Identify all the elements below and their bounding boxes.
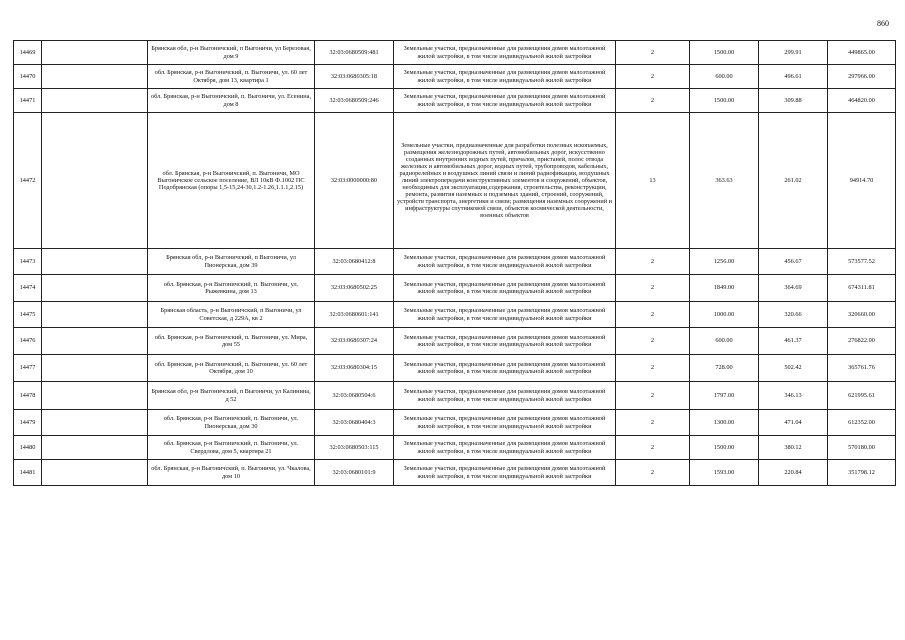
land-use-cell: Земельные участки, предназначенные для размещения домов малоэтажной жилой застройки, в том числе индивидуальной жилой застройки	[394, 275, 616, 302]
area-cell: 728.00	[690, 355, 759, 382]
empty-cell	[42, 382, 148, 410]
cadastral-number-cell: 32:03:0680412:8	[315, 249, 394, 275]
cadastral-value-cell: 612352.00	[828, 410, 896, 436]
specific-value-cell: 496.61	[759, 65, 828, 89]
cadastral-number-cell: 32:03:0680509:246	[315, 89, 394, 113]
row-number-cell: 14470	[14, 65, 42, 89]
cadastral-number-cell: 32:03:0000000:80	[315, 113, 394, 249]
address-cell: обл. Брянская, р-н Выгоничский, п. Выгоничи, ул. 60 лет Октября, дом 13, квартира 1	[148, 65, 315, 89]
row-number-cell: 14481	[14, 460, 42, 486]
area-cell: 600.00	[690, 65, 759, 89]
specific-value-cell: 471.04	[759, 410, 828, 436]
land-use-cell: Земельные участки, предназначенные для размещения домов малоэтажной жилой застройки, в том числе индивидуальной жилой застройки	[394, 410, 616, 436]
cadastral-number-cell: 32:03:0680503:115	[315, 436, 394, 460]
table-row	[14, 355, 896, 382]
address-cell: обл. Брянская, р-н Выгоничский, п. Выгоничи, ул. Свердлова, дом 5, квартира 21	[148, 436, 315, 460]
area-cell: 600.00	[690, 328, 759, 355]
empty-cell	[42, 65, 148, 89]
specific-value-cell: 220.84	[759, 460, 828, 486]
land-use-cell: Земельные участки, предназначенные для размещения домов малоэтажной жилой застройки, в том числе индивидуальной жилой застройки	[394, 65, 616, 89]
area-cell: 1500.00	[690, 436, 759, 460]
cadastral-number-cell: 32:03:0680101:9	[315, 460, 394, 486]
specific-value-cell: 346.13	[759, 382, 828, 410]
empty-cell	[42, 89, 148, 113]
cadastral-value-cell: 365761.76	[828, 355, 896, 382]
table-row	[14, 460, 896, 486]
table-row	[14, 89, 896, 113]
cadastral-value-cell: 464820.00	[828, 89, 896, 113]
land-use-cell: Земельные участки, предназначенные для размещения домов малоэтажной жилой застройки, в том числе индивидуальной жилой застройки	[394, 41, 616, 65]
address-cell: обл. Брянская, р-н Выгоничский, п. Выгоничи, ул. Чкалова, дом 10	[148, 460, 315, 486]
area-cell: 1797.00	[690, 382, 759, 410]
cadastral-value-cell: 276822.00	[828, 328, 896, 355]
specific-value-cell: 309.88	[759, 89, 828, 113]
cadastral-number-cell: 32:03:0680304:15	[315, 355, 394, 382]
address-cell: обл. Брянская, р-н Выгоничский, п. Выгоничи, ул. Мира, дом 55	[148, 328, 315, 355]
cadastral-value-cell: 320660.00	[828, 302, 896, 328]
land-use-cell: Земельные участки, предназначенные для размещения домов малоэтажной жилой застройки, в том числе индивидуальной жилой застройки	[394, 355, 616, 382]
specific-value-cell: 380.12	[759, 436, 828, 460]
land-use-cell: Земельные участки, предназначенные для размещения домов малоэтажной жилой застройки, в том числе индивидуальной жилой застройки	[394, 249, 616, 275]
row-number-cell: 14477	[14, 355, 42, 382]
area-cell: 1256.00	[690, 249, 759, 275]
address-cell: обл. Брянская, р-н Выгоничский, п. Выгоничи, ул. Рыжевкина, дом 13	[148, 275, 315, 302]
group-cell: 2	[616, 41, 690, 65]
area-cell: 1300.00	[690, 410, 759, 436]
table-row	[14, 249, 896, 275]
group-cell: 2	[616, 302, 690, 328]
empty-cell	[42, 410, 148, 436]
table-row	[14, 302, 896, 328]
land-use-cell: Земельные участки, предназначенные для размещения домов малоэтажной жилой застройки, в том числе индивидуальной жилой застройки	[394, 460, 616, 486]
empty-cell	[42, 328, 148, 355]
group-cell: 2	[616, 410, 690, 436]
cadastral-number-cell: 32:03:0680502:25	[315, 275, 394, 302]
cadastral-value-cell: 449865.00	[828, 41, 896, 65]
empty-cell	[42, 460, 148, 486]
row-number-cell: 14474	[14, 275, 42, 302]
empty-cell	[42, 355, 148, 382]
group-cell: 2	[616, 355, 690, 382]
empty-cell	[42, 249, 148, 275]
table-row	[14, 275, 896, 302]
cadastral-number-cell: 32:03:0680601:141	[315, 302, 394, 328]
land-use-cell: Земельные участки, предназначенные для размещения домов малоэтажной жилой застройки, в том числе индивидуальной жилой застройки	[394, 328, 616, 355]
address-cell: Брянская область, р-н Выгоничский, п Выгоничи, ул Советская, д 229А, кв 2	[148, 302, 315, 328]
land-use-cell: Земельные участки, предназначенные для размещения домов малоэтажной жилой застройки, в том числе индивидуальной жилой застройки	[394, 302, 616, 328]
table-body	[14, 41, 896, 486]
area-cell: 1593.00	[690, 460, 759, 486]
address-cell: обл. Брянская, р-н Выгоничский, п. Выгоничи, ул. Есенина, дом 8	[148, 89, 315, 113]
land-use-cell: Земельные участки, предназначенные для размещения домов малоэтажной жилой застройки, в том числе индивидуальной жилой застройки	[394, 436, 616, 460]
specific-value-cell: 456.67	[759, 249, 828, 275]
empty-cell	[42, 275, 148, 302]
table-row	[14, 328, 896, 355]
row-number-cell: 14475	[14, 302, 42, 328]
table-row	[14, 410, 896, 436]
group-cell: 2	[616, 65, 690, 89]
address-cell: Брянская обл, р-н Выгоничский, п Выгоничи, ул Березовая, дом 9	[148, 41, 315, 65]
area-cell: 363.63	[690, 113, 759, 249]
group-cell: 2	[616, 382, 690, 410]
table-row	[14, 113, 896, 249]
row-number-cell: 14472	[14, 113, 42, 249]
page-number: 860	[877, 19, 889, 28]
address-cell: Брянская обл, р-н Выгоничский, п Выгоничи, ул Пионерская, дом 39	[148, 249, 315, 275]
area-cell: 1849.00	[690, 275, 759, 302]
group-cell: 13	[616, 113, 690, 249]
table-row	[14, 41, 896, 65]
address-cell: обл. Брянская, р-н Выгоничский, п. Выгоничи, ул. 60 лет Октября, дом 10	[148, 355, 315, 382]
table-row	[14, 382, 896, 410]
group-cell: 2	[616, 249, 690, 275]
cadastral-number-cell: 32:03:0680307:24	[315, 328, 394, 355]
group-cell: 2	[616, 460, 690, 486]
cadastral-number-cell: 32:03:0680509:481	[315, 41, 394, 65]
row-number-cell: 14471	[14, 89, 42, 113]
row-number-cell: 14479	[14, 410, 42, 436]
cadastral-value-cell: 570180.00	[828, 436, 896, 460]
empty-cell	[42, 302, 148, 328]
specific-value-cell: 502.42	[759, 355, 828, 382]
cadastral-value-cell: 621995.61	[828, 382, 896, 410]
row-number-cell: 14473	[14, 249, 42, 275]
cadastral-number-cell: 32:03:0680504:6	[315, 382, 394, 410]
group-cell: 2	[616, 89, 690, 113]
group-cell: 2	[616, 275, 690, 302]
land-use-cell: Земельные участки, предназначенные для размещения домов малоэтажной жилой застройки, в том числе индивидуальной жилой застройки	[394, 382, 616, 410]
group-cell: 2	[616, 436, 690, 460]
specific-value-cell: 320.66	[759, 302, 828, 328]
empty-cell	[42, 41, 148, 65]
row-number-cell: 14469	[14, 41, 42, 65]
area-cell: 1500.00	[690, 89, 759, 113]
land-use-cell: Земельные участки, предназначенные для размещения домов малоэтажной жилой застройки, в том числе индивидуальной жилой застройки	[394, 89, 616, 113]
empty-cell	[42, 113, 148, 249]
group-cell: 2	[616, 328, 690, 355]
cadastral-value-cell: 674311.81	[828, 275, 896, 302]
row-number-cell: 14478	[14, 382, 42, 410]
specific-value-cell: 461.37	[759, 328, 828, 355]
area-cell: 1000.00	[690, 302, 759, 328]
address-cell: Брянская обл, р-н Выгоничский, п Выгоничи, ул Калинина, д 52	[148, 382, 315, 410]
cadastral-number-cell: 32:03:0680404:3	[315, 410, 394, 436]
cadastral-value-cell: 573577.52	[828, 249, 896, 275]
specific-value-cell: 261.02	[759, 113, 828, 249]
cadastral-value-cell: 94914.70	[828, 113, 896, 249]
specific-value-cell: 299.91	[759, 41, 828, 65]
address-cell: обл. Брянская, р-н Выгоничский, п. Выгоничи, МО Выгоничское сельское поселение, ВЛ 10кВ Ф.1002 ПС Подобрянская (опоры 1,5-15,24-30,1.2-1.26,1.1.1,2.15)	[148, 113, 315, 249]
table-row	[14, 65, 896, 89]
table-row	[14, 436, 896, 460]
address-cell: обл. Брянская, р-н Выгоничский, п. Выгоничи, ул. Пионерская, дом 30	[148, 410, 315, 436]
specific-value-cell: 364.69	[759, 275, 828, 302]
row-number-cell: 14476	[14, 328, 42, 355]
empty-cell	[42, 436, 148, 460]
cadastral-value-cell: 297966.00	[828, 65, 896, 89]
row-number-cell: 14480	[14, 436, 42, 460]
area-cell: 1500.00	[690, 41, 759, 65]
cadastral-value-cell: 351798.12	[828, 460, 896, 486]
land-use-cell: Земельные участки, предназначенные для разработки полезных ископаемых, размещения железнодорожных путей, автомобильных дорог, искусственно созданных внутренних водных путей, причалов, пристаней, полос отвода железных и автомобильных дорог, водных путей, трубопроводов, кабельных, радиорелейных и воздушных линий связи и линий радиофикации, воздушных линий электропередачи конструктивных элементов и сооружений, объектов, необходимых для эксплуатации,содержания, строительства, реконструкции, ремонта, развития наземных и подземных зданий, строений, сооружений, устройств транспорта, энергетики и связи; размещения наземных сооружений и инфраструктуры спутниковой связи, объектов космической деятельности, военных объектов	[394, 113, 616, 249]
cadastral-number-cell: 32:03:0680305:18	[315, 65, 394, 89]
cadastral-value-table	[13, 40, 896, 486]
